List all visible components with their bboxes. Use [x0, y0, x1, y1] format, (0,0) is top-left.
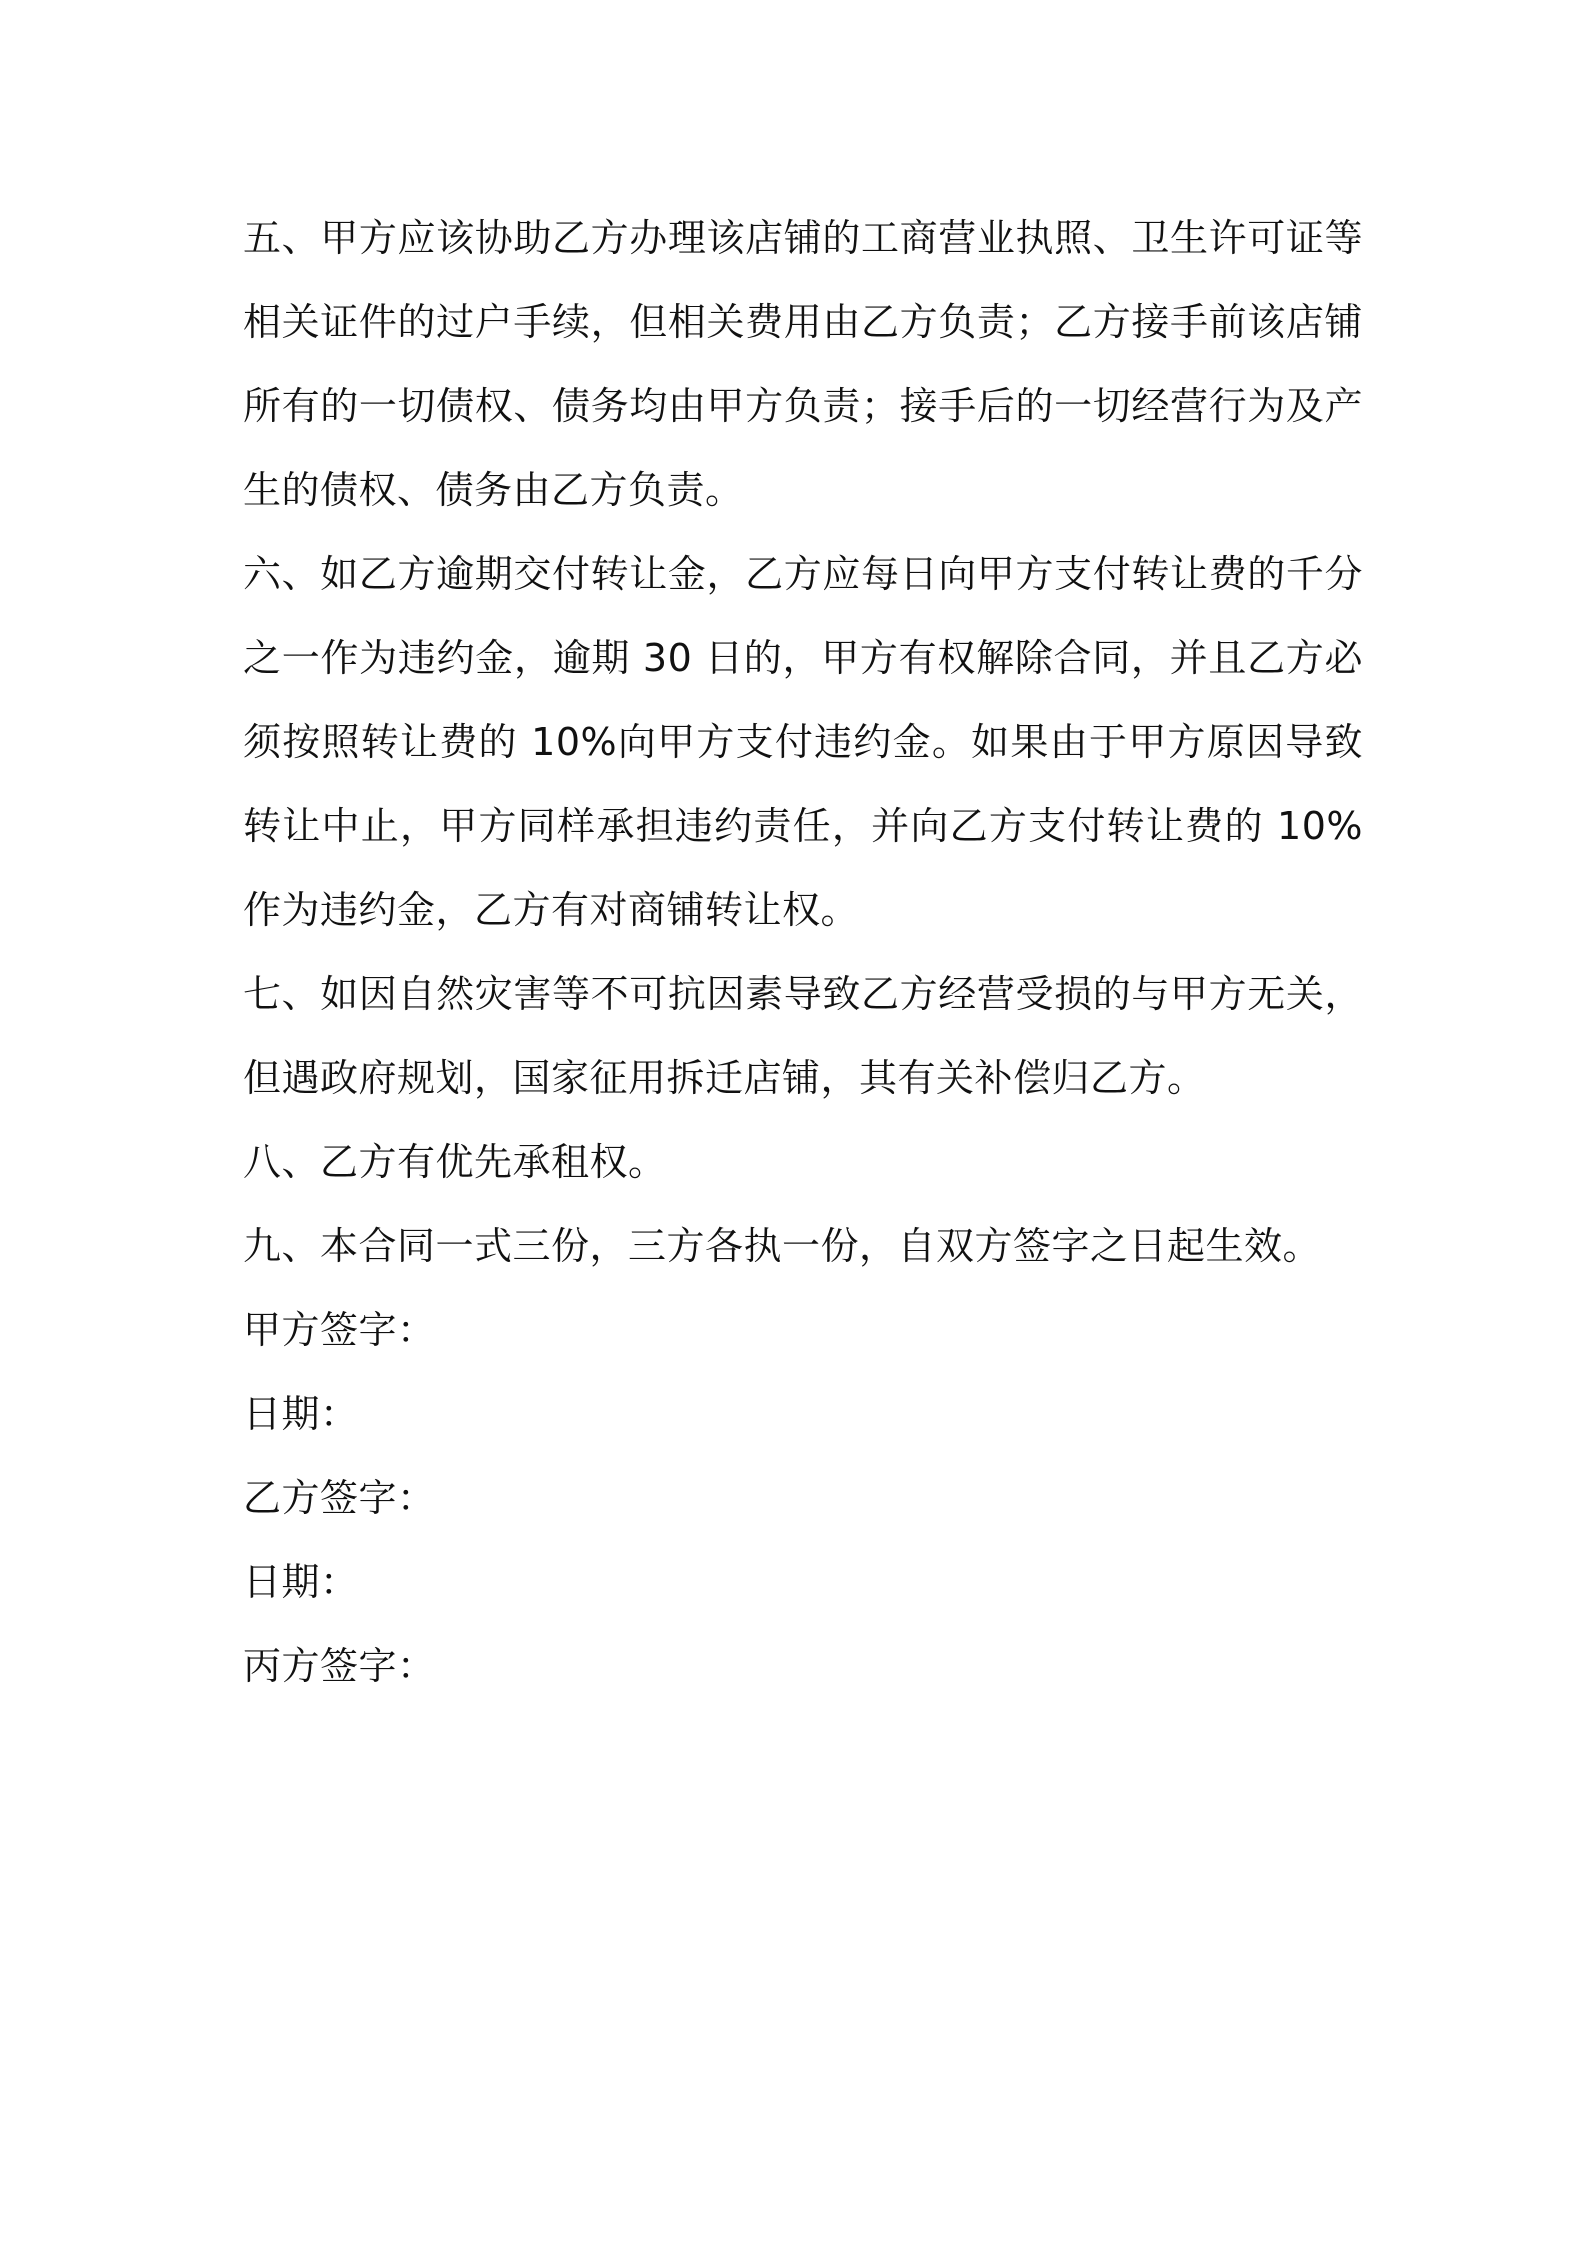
clause-8: 八、乙方有优先承租权。: [243, 1140, 667, 1184]
clause-5: 五、甲方应该协助乙方办理该店铺的工商营业执照、卫生许可证等相关证件的过户手续，但相关费用由乙方负责；乙方接手前该店铺所有的一切债权、债务均由甲方负责；接手后的一切经营行为及产生的债权、债务由乙方负责。: [243, 216, 1363, 512]
contract-body: [243, 196, 1363, 1708]
party-b-signature-label: 乙方签字：: [243, 1476, 436, 1520]
party-a-signature-label: 甲方签字：: [243, 1308, 436, 1352]
clause-9: 九、本合同一式三份，三方各执一份，自双方签字之日起生效。: [243, 1224, 1322, 1268]
clause-7: 七、如因自然灾害等不可抗因素导致乙方经营受损的与甲方无关，但遇政府规划，国家征用拆迁店铺，其有关补偿归乙方。: [243, 972, 1363, 1100]
party-b-date-label: 日期：: [243, 1560, 359, 1604]
clause-6: 六、如乙方逾期交付转让金，乙方应每日向甲方支付转让费的千分之一作为违约金，逾期 30 日的，甲方有权解除合同，并且乙方必须按照转让费的 10%向甲方支付违约金。如果由于甲方原因导致转让中止，甲方同样承担违约责任，并向乙方支付转让费的 10%作为违约金，乙方有对商铺转让权。: [243, 552, 1363, 932]
party-c-signature-label: 丙方签字：: [243, 1644, 436, 1688]
party-a-date-label: 日期：: [243, 1392, 359, 1436]
